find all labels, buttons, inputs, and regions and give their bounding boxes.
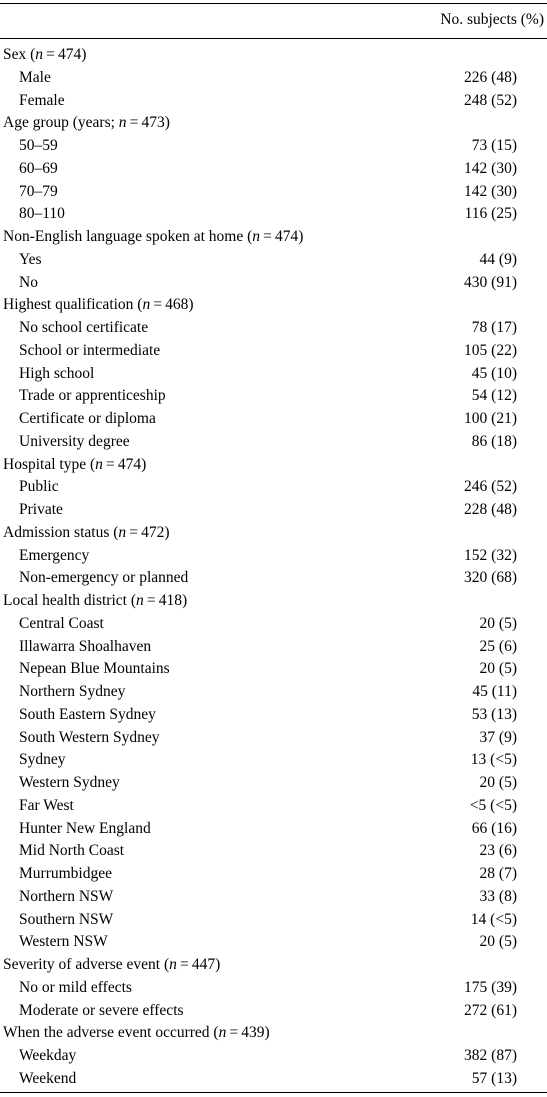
table-group-row	[0, 112, 547, 135]
table-group-row	[0, 1022, 547, 1045]
close-paren: )	[188, 296, 194, 314]
row-label: Nepean Blue Mountains	[19, 660, 170, 678]
table-row	[0, 931, 547, 954]
row-value: 14 (<5)	[470, 910, 517, 928]
close-paren: )	[215, 956, 221, 973]
row-value: 152 (32)	[464, 546, 517, 564]
equals-sign: =	[226, 1024, 242, 1042]
row-value: 175 (39)	[464, 978, 517, 996]
row-label: Western NSW	[19, 933, 108, 951]
row-value: 86 (18)	[471, 432, 517, 450]
table-row	[0, 203, 547, 226]
group-label-text: Age group (years;	[3, 114, 119, 132]
group-label	[3, 954, 220, 977]
row-value: 54 (12)	[471, 387, 517, 405]
equals-sign: =	[143, 592, 159, 609]
row-label: Far West	[19, 796, 74, 814]
n-symbol: n	[118, 523, 127, 541]
row-label: South Eastern Sydney	[19, 705, 156, 723]
table-group-row	[0, 522, 547, 545]
row-value: 57 (13)	[471, 1069, 517, 1087]
table-row	[0, 818, 547, 841]
row-label: Non-emergency or planned	[19, 569, 189, 587]
row-label: Central Coast	[19, 614, 104, 632]
row-value: 20 (5)	[479, 774, 517, 791]
row-value: 246 (52)	[464, 478, 517, 496]
close-paren: )	[298, 228, 304, 245]
table-row	[0, 567, 547, 590]
row-label: Mid North Coast	[19, 842, 125, 860]
group-label	[3, 44, 86, 67]
row-value: 73 (15)	[471, 137, 517, 154]
row-label: Western Sydney	[19, 774, 120, 791]
close-paren: )	[164, 523, 170, 541]
row-value: 248 (52)	[464, 91, 517, 109]
row-label: Northern NSW	[19, 887, 114, 905]
table-row	[0, 704, 547, 727]
equals-sign: =	[126, 114, 142, 132]
group-n-value: 474	[117, 455, 142, 473]
table-row	[0, 385, 547, 408]
row-value: 142 (30)	[464, 182, 517, 200]
table-body	[0, 44, 547, 1091]
row-value: 100 (21)	[464, 410, 517, 427]
close-paren: )	[81, 46, 87, 63]
table-row	[0, 795, 547, 818]
table-row	[0, 476, 547, 499]
row-value: 382 (87)	[464, 1047, 517, 1064]
row-label: Sydney	[19, 751, 66, 769]
row-label: Hunter New England	[19, 819, 151, 837]
group-label-text: Severity of adverse event (	[3, 956, 170, 973]
table-group-row	[0, 954, 547, 977]
table-row	[0, 317, 547, 340]
row-value: 13 (<5)	[470, 751, 517, 769]
n-symbol: n	[118, 114, 127, 132]
equals-sign: =	[176, 956, 192, 973]
row-value: 45 (10)	[471, 364, 517, 382]
table-row	[0, 1045, 547, 1068]
group-label	[3, 454, 146, 477]
table-row	[0, 636, 547, 659]
row-label: High school	[19, 364, 95, 382]
row-label: No or mild effects	[19, 978, 132, 996]
row-label: Moderate or severe effects	[19, 1001, 184, 1019]
table-row	[0, 499, 547, 522]
group-label	[3, 590, 187, 613]
row-value: 78 (17)	[471, 319, 517, 336]
row-label: 60–69	[19, 159, 58, 177]
table-group-row	[0, 44, 547, 67]
row-value: 25 (6)	[479, 637, 517, 655]
equals-sign: =	[102, 455, 118, 473]
row-value: 45 (11)	[472, 683, 517, 700]
row-label: Illawarra Shoalhaven	[19, 637, 152, 655]
group-label	[3, 1022, 270, 1045]
row-value: 44 (9)	[479, 250, 517, 268]
table-row	[0, 772, 547, 795]
table-row	[0, 727, 547, 750]
group-n-value: 439	[241, 1024, 265, 1042]
table-row	[0, 749, 547, 772]
row-label: No school certificate	[19, 319, 149, 336]
group-label-text: When the adverse event occurred (	[3, 1024, 219, 1042]
group-n-value: 474	[274, 228, 299, 245]
row-value: 272 (61)	[464, 1001, 517, 1019]
row-label: Weekend	[19, 1069, 77, 1087]
table-row	[0, 249, 547, 272]
group-n-value: 468	[165, 296, 189, 314]
row-label: Public	[19, 478, 59, 496]
row-value: 116 (25)	[464, 205, 517, 223]
close-paren: )	[141, 455, 147, 473]
n-symbol: n	[35, 46, 44, 63]
row-label: No	[19, 273, 38, 291]
row-label: Female	[19, 91, 65, 109]
row-value: 320 (68)	[464, 569, 517, 587]
row-label: University degree	[19, 432, 130, 450]
row-label: Private	[19, 501, 63, 518]
n-symbol: n	[95, 455, 103, 473]
table-row	[0, 1000, 547, 1023]
row-label: Southern NSW	[19, 910, 114, 928]
group-label-text: Local health district (	[3, 592, 136, 609]
group-n-value: 418	[158, 592, 182, 609]
table-group-row	[0, 226, 547, 249]
n-symbol: n	[252, 228, 260, 245]
group-label-text: Highest qualification (	[3, 296, 143, 314]
table-row	[0, 977, 547, 1000]
row-value: 33 (8)	[479, 887, 517, 905]
table-group-row	[0, 590, 547, 613]
row-label: Murrumbidgee	[19, 865, 112, 882]
table-row	[0, 886, 547, 909]
table-row	[0, 613, 547, 636]
table-bottom-rule	[0, 1092, 547, 1093]
row-label: Northern Sydney	[19, 683, 126, 700]
table-row	[0, 363, 547, 386]
row-label: Certificate or diploma	[19, 410, 156, 427]
row-value: 53 (13)	[471, 705, 517, 723]
table-group-row	[0, 454, 547, 477]
n-symbol: n	[169, 956, 177, 973]
group-label-text: Hospital type (	[3, 455, 96, 473]
row-value: 20 (5)	[479, 933, 517, 951]
table-row	[0, 272, 547, 295]
table-row	[0, 681, 547, 704]
row-label: Trade or apprenticeship	[19, 387, 166, 405]
n-symbol: n	[142, 296, 151, 314]
row-label: 50–59	[19, 137, 58, 154]
group-label-text: Admission status (	[3, 523, 119, 541]
n-symbol: n	[218, 1024, 227, 1042]
row-label: South Western Sydney	[19, 728, 160, 746]
group-label-text: Non-English language spoken at home (	[3, 228, 253, 245]
column-header-subjects: No. subjects (%)	[440, 11, 544, 28]
group-label-text: Sex (	[3, 46, 36, 63]
equals-sign: =	[126, 523, 142, 541]
table-row	[0, 431, 547, 454]
table-header-rule	[0, 38, 547, 39]
row-label: School or intermediate	[19, 341, 161, 359]
group-label	[3, 522, 170, 545]
table-row	[0, 545, 547, 568]
row-value: 28 (7)	[479, 865, 517, 882]
table-row	[0, 863, 547, 886]
equals-sign: =	[259, 228, 275, 245]
row-value: 23 (6)	[479, 842, 517, 860]
table-row	[0, 909, 547, 932]
group-n-value: 474	[58, 46, 82, 63]
row-label: Male	[19, 68, 51, 86]
row-value: 142 (30)	[464, 159, 517, 177]
row-value: 105 (22)	[464, 341, 517, 359]
table-row	[0, 90, 547, 113]
table-row	[0, 67, 547, 90]
close-paren: )	[264, 1024, 270, 1042]
table-row	[0, 658, 547, 681]
close-paren: )	[181, 592, 188, 609]
equals-sign: =	[150, 296, 166, 314]
table-row	[0, 135, 547, 158]
group-n-value: 447	[191, 956, 216, 973]
close-paren: )	[164, 114, 170, 132]
row-value: 228 (48)	[464, 501, 517, 518]
row-value: <5 (<5)	[469, 796, 517, 814]
group-label	[3, 112, 170, 135]
equals-sign: =	[43, 46, 58, 63]
row-value: 20 (5)	[479, 660, 517, 678]
row-label: Weekday	[19, 1047, 77, 1064]
row-value: 226 (48)	[464, 68, 517, 86]
table-row	[0, 408, 547, 431]
row-label: Emergency	[19, 546, 90, 564]
group-n-value: 473	[141, 114, 165, 132]
table-top-rule	[0, 3, 547, 4]
n-symbol: n	[136, 592, 144, 609]
row-value: 37 (9)	[479, 728, 517, 746]
row-label: Yes	[19, 250, 42, 268]
row-value: 430 (91)	[464, 273, 517, 291]
row-label: 70–79	[19, 182, 58, 200]
table-row	[0, 340, 547, 363]
table-row	[0, 1068, 547, 1091]
group-n-value: 472	[141, 523, 165, 541]
table-row	[0, 158, 547, 181]
group-label	[3, 226, 303, 249]
row-value: 66 (16)	[471, 819, 517, 837]
row-value: 20 (5)	[479, 614, 517, 632]
row-label: 80–110	[19, 205, 65, 223]
table-row	[0, 840, 547, 863]
table-row	[0, 181, 547, 204]
table-group-row	[0, 294, 547, 317]
group-label	[3, 294, 194, 317]
